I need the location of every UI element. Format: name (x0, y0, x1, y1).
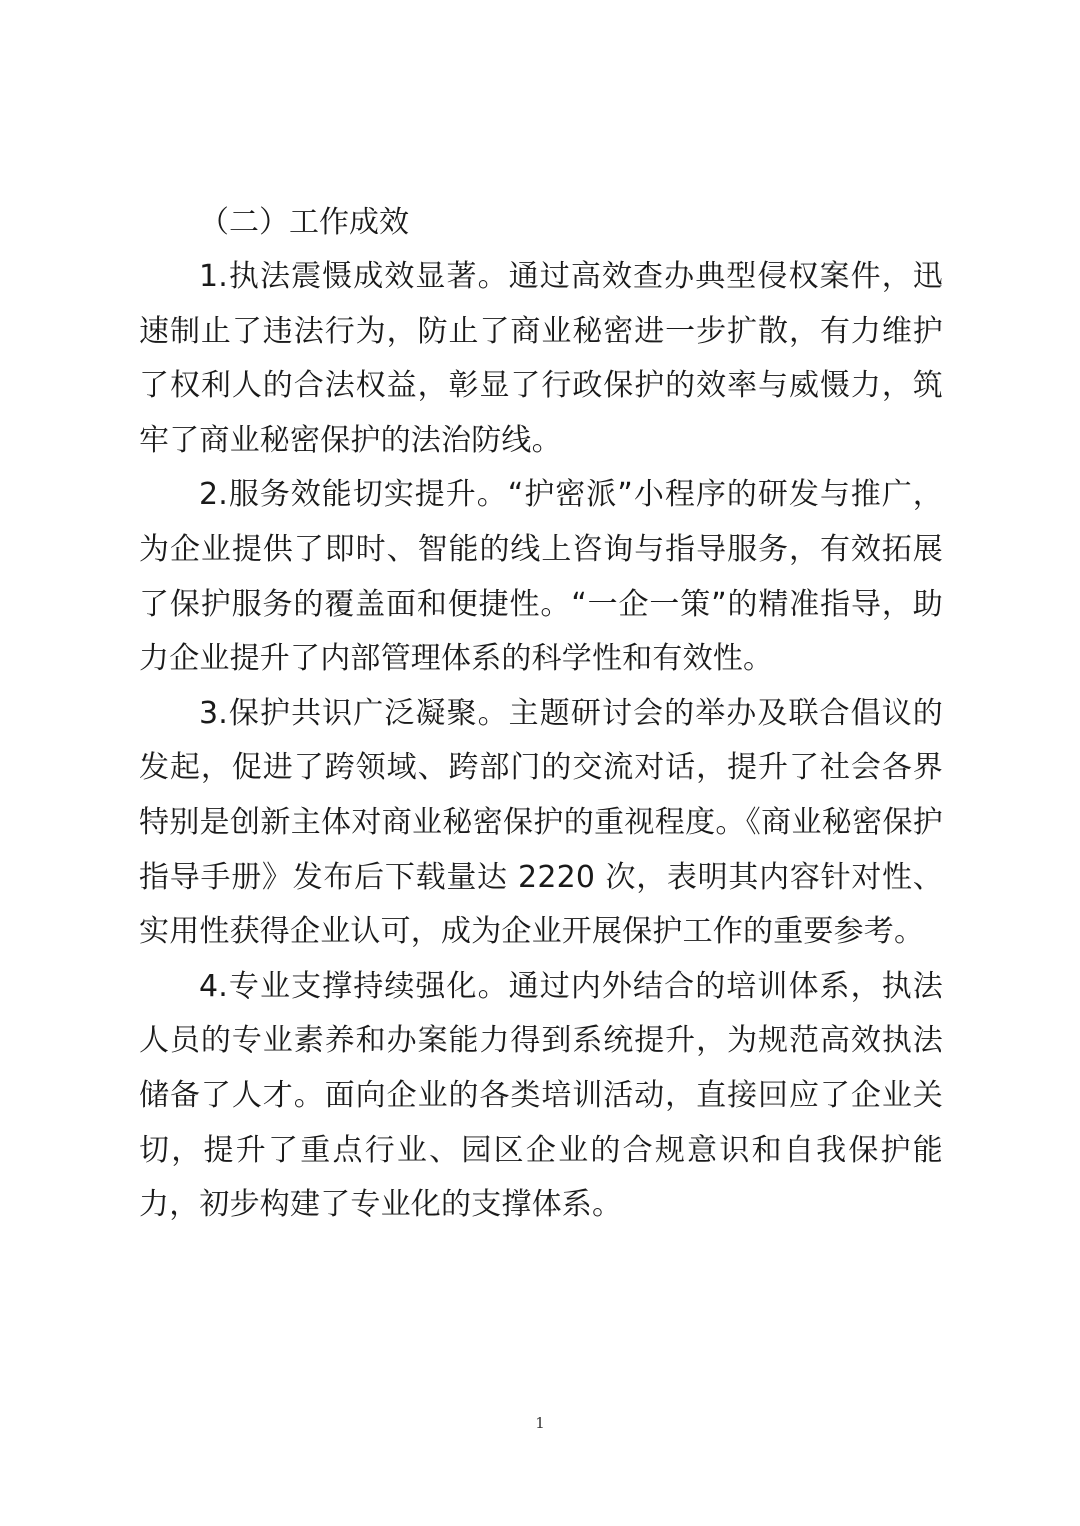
paragraph-4: 4.专业支撑持续强化。通过内外结合的培训体系，执法人员的专业素养和办案能力得到系统提升，为规范高效执法储备了人才。面向企业的各类培训活动，直接回应了企业关切，提升了重点行业、园区企业的合规意识和自我保护能力，初步构建了专业化的支撑体系。 (139, 968, 943, 1223)
paragraph-2: 2.服务效能切实提升。“护密派”小程序的研发与推广，为企业提供了即时、智能的线上咨询与指导服务，有效拓展了保护服务的覆盖面和便捷性。“一企一策”的精准指导，助力企业提升了内部管理体系的科学性和有效性。 (139, 477, 943, 677)
paragraph-3: 3.保护共识广泛凝聚。主题研讨会的举办及联合倡议的发起，促进了跨领域、跨部门的交流对话，提升了社会各界特别是创新主体对商业秘密保护的重视程度。《商业秘密保护指导手册》发布后下载量达 2220 次，表明其内容针对性、实用性获得企业认可，成为企业开展保护工作的重要参考。 (139, 695, 943, 950)
paragraph-1: 1.执法震慑成效显著。通过高效查办典型侵权案件，迅速制止了违法行为，防止了商业秘密进一步扩散，有力维护了权利人的合法权益，彰显了行政保护的效率与威慑力，筑牢了商业秘密保护的法治防线。 (139, 259, 943, 458)
section-heading: （二）工作成效 (199, 205, 409, 240)
page-number: 1 (535, 1414, 545, 1432)
document-body (139, 196, 943, 1233)
